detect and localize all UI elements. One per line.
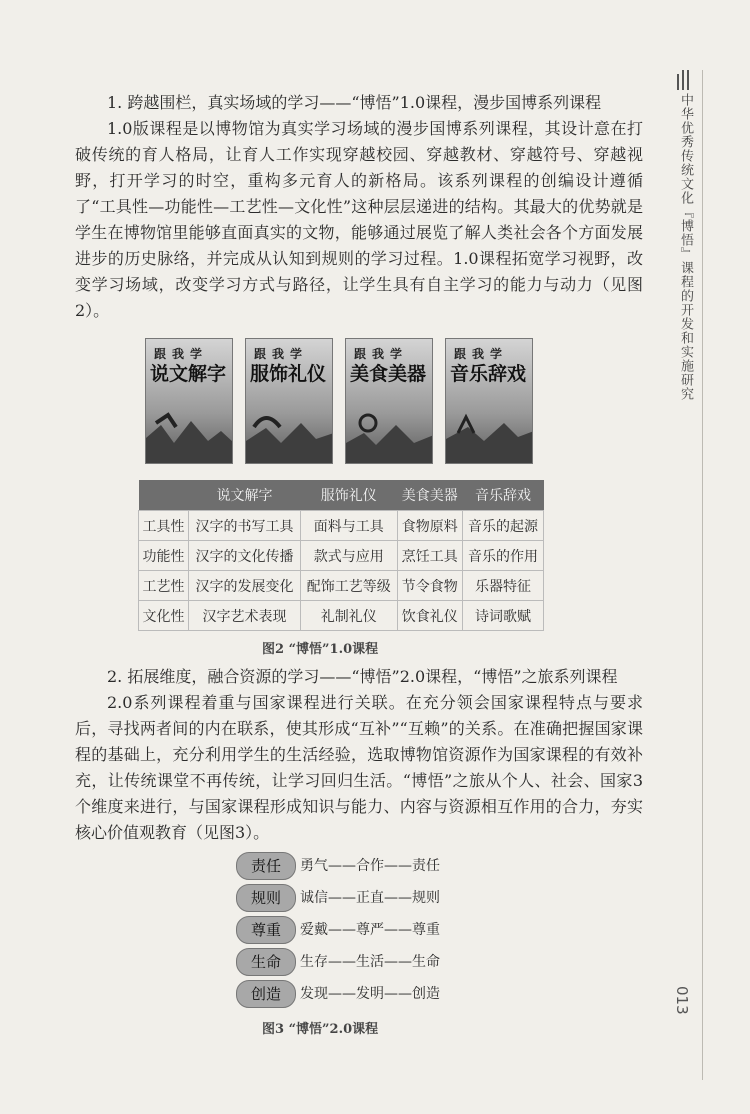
page-number: 013: [673, 986, 691, 1015]
table-cell: 烹饪工具: [397, 541, 462, 571]
figure-3-caption: 图3 “博悟”2.0课程: [262, 1022, 379, 1037]
values-row: [230, 884, 490, 912]
row-header: 功能性: [139, 541, 189, 571]
book-title: 美食美器: [350, 363, 427, 385]
table-row: [139, 511, 544, 541]
mountain-illustration: [346, 403, 433, 463]
table-cell: 汉字的文化传播: [188, 541, 300, 571]
table-cell: 节令食物: [397, 571, 462, 601]
value-oval: 尊重: [236, 916, 296, 944]
table-cell: 款式与应用: [300, 541, 397, 571]
value-chain: 诚信——正直——规则: [300, 890, 440, 906]
book-title: 服饰礼仪: [250, 363, 327, 385]
mountain-illustration: [446, 403, 533, 463]
mountain-illustration: [146, 403, 233, 463]
value-oval: 创造: [236, 980, 296, 1008]
book-cover-2: [245, 338, 333, 464]
values-diagram: [230, 852, 490, 1012]
values-row: [230, 916, 490, 944]
book-cover-4: [445, 338, 533, 464]
table-header: 美食美器: [397, 480, 462, 511]
table-header: 说文解字: [188, 480, 300, 511]
running-title: 中华优秀传统文化『博悟』课程的开发和实施研究: [678, 93, 693, 401]
table-row: [139, 571, 544, 601]
table-row: [139, 601, 544, 631]
row-header: 工具性: [139, 511, 189, 541]
book-covers: [145, 338, 535, 464]
side-bars-icon: [677, 70, 693, 90]
table-cell: 面料与工具: [300, 511, 397, 541]
book-title: 说文解字: [150, 363, 227, 385]
table-cell: 音乐的作用: [462, 541, 543, 571]
row-header: 文化性: [139, 601, 189, 631]
section-1-paragraph: 1.0版课程是以博物馆为真实学习场域的漫步国博系列课程，其设计意在打破传统的育人格局，让育人工作实现穿越校园、穿越教材、穿越符号、穿越视野，打开学习的时空，重构多元育人的新格局。该系列课程的创编设计遵循了“工具性—功能性—工艺性—文化性”这种层层递进的结构。其最大的优势就是学生在博物馆里能够直面真实的文物，能够通过展览了解人类社会各个方面发展进步的历史脉络，并完成从认知到规则的学习过程。1.0课程拓宽学习视野，改变学习场域，改变学习方式与路径，让学生具有自主学习的能力与动力（见图2）。: [75, 119, 643, 320]
table-cell: 汉字的发展变化: [188, 571, 300, 601]
table-cell: 汉字的书写工具: [188, 511, 300, 541]
book-series: 跟我学: [154, 347, 209, 361]
table-cell: 汉字艺术表现: [188, 601, 300, 631]
book-cover-1: [145, 338, 233, 464]
book-title: 音乐辞戏: [450, 363, 527, 385]
table-row: [139, 541, 544, 571]
value-oval: 责任: [236, 852, 296, 880]
book-cover-3: [345, 338, 433, 464]
book-series: 跟我学: [254, 347, 309, 361]
value-chain: 生存——生活——生命: [300, 954, 440, 970]
values-row: [230, 948, 490, 976]
table-header: 音乐辞戏: [462, 480, 543, 511]
side-divider: [702, 70, 703, 1080]
table-cell: 礼制礼仪: [300, 601, 397, 631]
values-row: [230, 980, 490, 1008]
value-oval: 规则: [236, 884, 296, 912]
value-chain: 发现——发明——创造: [300, 986, 440, 1002]
values-row: [230, 852, 490, 880]
mountain-illustration: [246, 403, 333, 463]
figure-2-caption: 图2 “博悟”1.0课程: [262, 642, 379, 657]
row-header: 工艺性: [139, 571, 189, 601]
table-cell: 乐器特征: [462, 571, 543, 601]
section-1-heading: 1. 跨越围栏，真实场域的学习——“博悟”1.0课程，漫步国博系列课程: [107, 93, 602, 112]
value-oval: 生命: [236, 948, 296, 976]
book-series: 跟我学: [454, 347, 509, 361]
table-header: 服饰礼仪: [300, 480, 397, 511]
table-cell: 配饰工艺等级: [300, 571, 397, 601]
table-cell: 食物原料: [397, 511, 462, 541]
section-2-paragraph: 2.0系列课程着重与国家课程进行关联。在充分领会国家课程特点与要求后，寻找两者间的内在联系，使其形成“互补”“互赖”的关系。在准确把握国家课程的基础上，充分利用学生的生活经验，选取博物馆资源作为国家课程的有效补充，让传统课堂不再传统，让学习回归生活。“博悟”之旅从个人、社会、国家3个维度来进行，与国家课程形成知识与能力、内容与资源相互作用的合力，夯实核心价值观教育（见图3）。: [75, 693, 643, 842]
value-chain: 爱戴——尊严——尊重: [300, 922, 440, 938]
course-structure-table: [138, 480, 544, 631]
table-cell: 诗词歌赋: [462, 601, 543, 631]
table-header-row: [139, 480, 544, 511]
table-cell: 音乐的起源: [462, 511, 543, 541]
book-series: 跟我学: [354, 347, 409, 361]
table-cell: 饮食礼仪: [397, 601, 462, 631]
section-2-heading: 2. 拓展维度，融合资源的学习——“博悟”2.0课程，“博悟”之旅系列课程: [107, 667, 618, 686]
table-header: [139, 480, 189, 511]
value-chain: 勇气——合作——责任: [300, 858, 440, 874]
